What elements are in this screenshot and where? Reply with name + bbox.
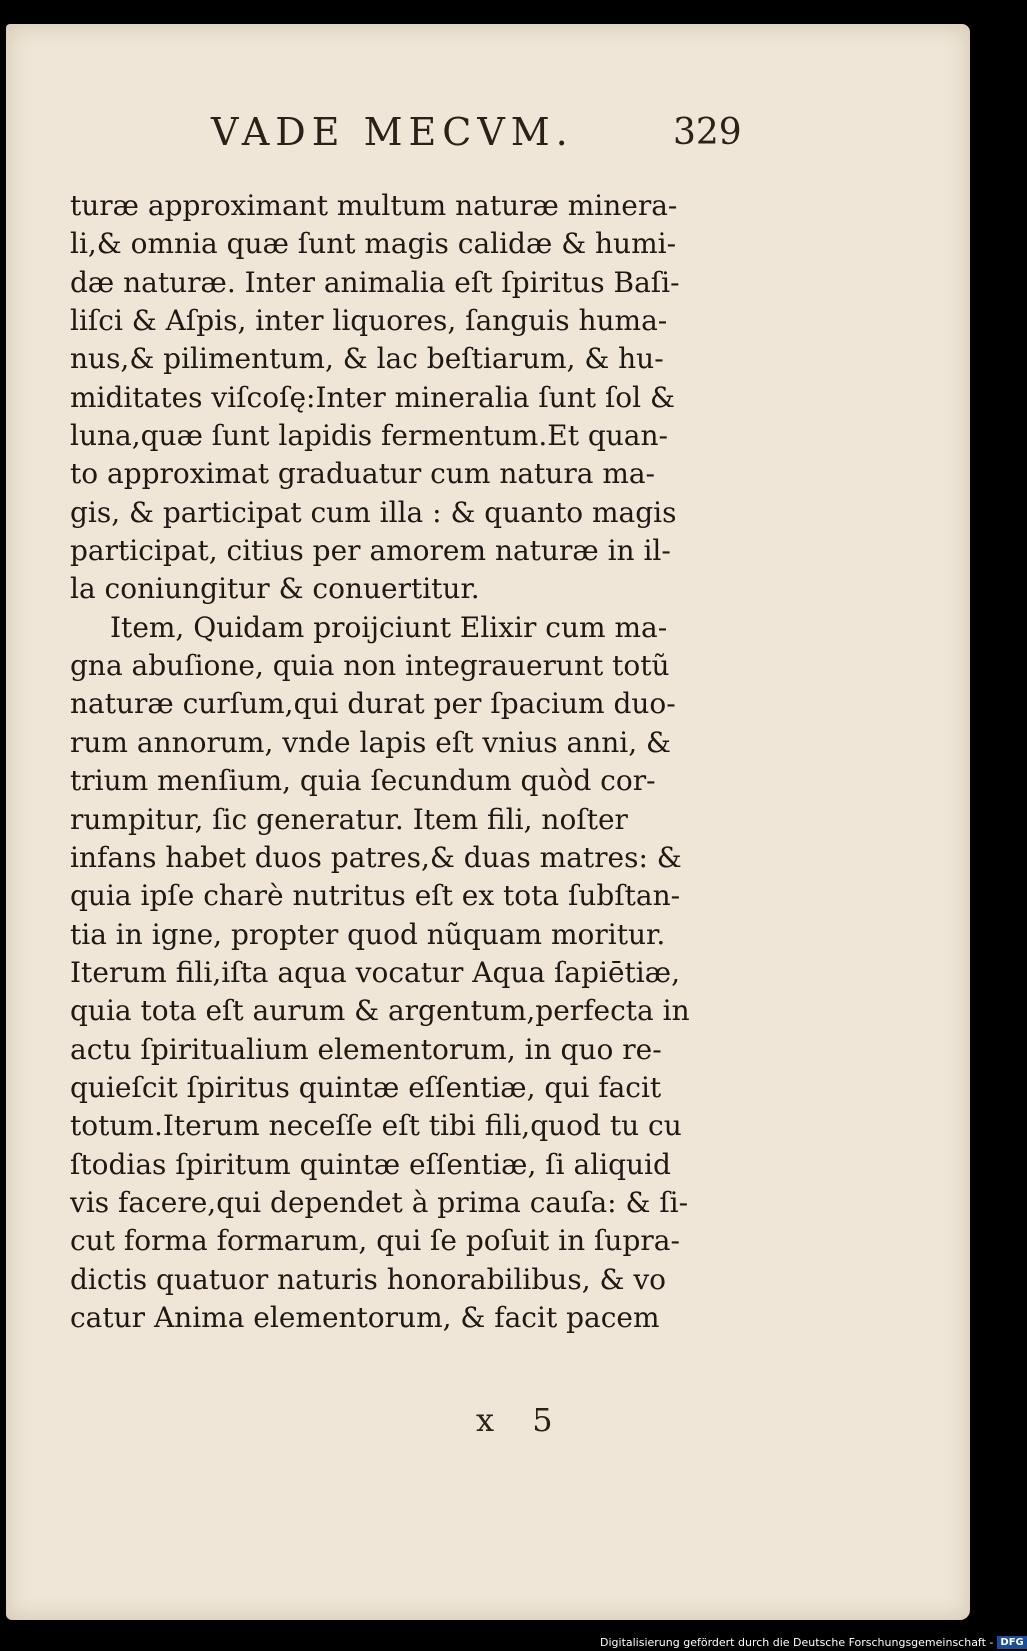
text-line: gis, & participat cum illa : & quanto magis xyxy=(70,495,677,529)
text-line: dictis quatuor naturis honorabilibus, & vo xyxy=(70,1262,667,1296)
text-line: la coniungitur & conuertitur. xyxy=(70,572,480,606)
signature-mark: x 5 xyxy=(476,1401,567,1439)
text-line: gna abuſione, quia non integrauerunt totũ xyxy=(70,649,670,683)
text-line: quia tota eſt aurum & argentum,perfecta in xyxy=(70,994,690,1028)
text-line: dæ naturæ. Inter animalia eſt ſpiritus Baſi- xyxy=(70,265,680,299)
book-page xyxy=(6,24,970,1620)
text-line: vis facere,qui dependet à prima cauſa: & ſi- xyxy=(70,1185,689,1219)
text-line: nus,& pilimentum, & lac beſtiarum, & hu- xyxy=(70,342,664,376)
text-line: totum.Iterum neceſſe eſt tibi fili,quod tu cu xyxy=(70,1109,682,1143)
text-line: turæ approximant multum naturæ minera- xyxy=(70,189,678,222)
text-line: Item, Quidam proijciunt Elixir cum ma- xyxy=(110,610,668,644)
page-number: 329 xyxy=(673,112,742,153)
credit-text: Digitalisierung gefördert durch die Deutsche Forschungsgemeinschaft - xyxy=(600,1635,994,1649)
text-line: trium menſium, quia ſecundum quòd cor- xyxy=(70,764,656,798)
text-line: miditates viſcoſę:Inter mineralia ſunt ſol & xyxy=(70,380,675,414)
text-line: luna,quæ ſunt lapidis fermentum.Et quan- xyxy=(70,419,668,453)
text-line: naturæ curſum,qui durat per ſpacium duo- xyxy=(70,687,676,721)
text-line: quieſcit ſpiritus quintæ eſſentiæ, qui facit xyxy=(70,1070,662,1104)
text-line: Iterum fili,iſta aqua vocatur Aqua ſapiētiæ, xyxy=(70,955,680,989)
text-line: quia ipſe charè nutritus eſt ex tota ſubſtan- xyxy=(70,879,681,913)
text-line: ſtodias ſpiritum quintæ eſſentiæ, ſi aliquid xyxy=(70,1147,671,1181)
running-head: VADE MECVM. xyxy=(211,110,574,154)
funding-credit xyxy=(600,1634,1027,1650)
text-line: tia in igne, propter quod nũquam moritur. xyxy=(70,917,666,951)
text-line: rum annorum, vnde lapis eſt vnius anni, & xyxy=(70,725,671,759)
page-header xyxy=(6,110,970,180)
text-line: cut forma formarum, qui ſe poſuit in ſupra- xyxy=(70,1224,680,1258)
text-line: catur Anima elementorum, & facit pacem xyxy=(70,1300,660,1334)
dfg-logo-icon: DFG xyxy=(997,1636,1026,1649)
text-line: participat, citius per amorem naturæ in il- xyxy=(70,534,671,568)
text-line: liſci & Aſpis, inter liquores, ſanguis huma- xyxy=(70,304,668,338)
text-line: to approximat graduatur cum natura ma- xyxy=(70,457,656,491)
text-line: infans habet duos patres,& duas matres: & xyxy=(70,840,682,874)
body-text xyxy=(70,187,740,1337)
text-line: rumpitur, ſic generatur. Item fili, noſter xyxy=(70,802,628,836)
text-line: li,& omnia quæ ſunt magis calidæ & humi- xyxy=(70,227,677,261)
text-line: actu ſpiritualium elementorum, in quo re- xyxy=(70,1032,662,1066)
